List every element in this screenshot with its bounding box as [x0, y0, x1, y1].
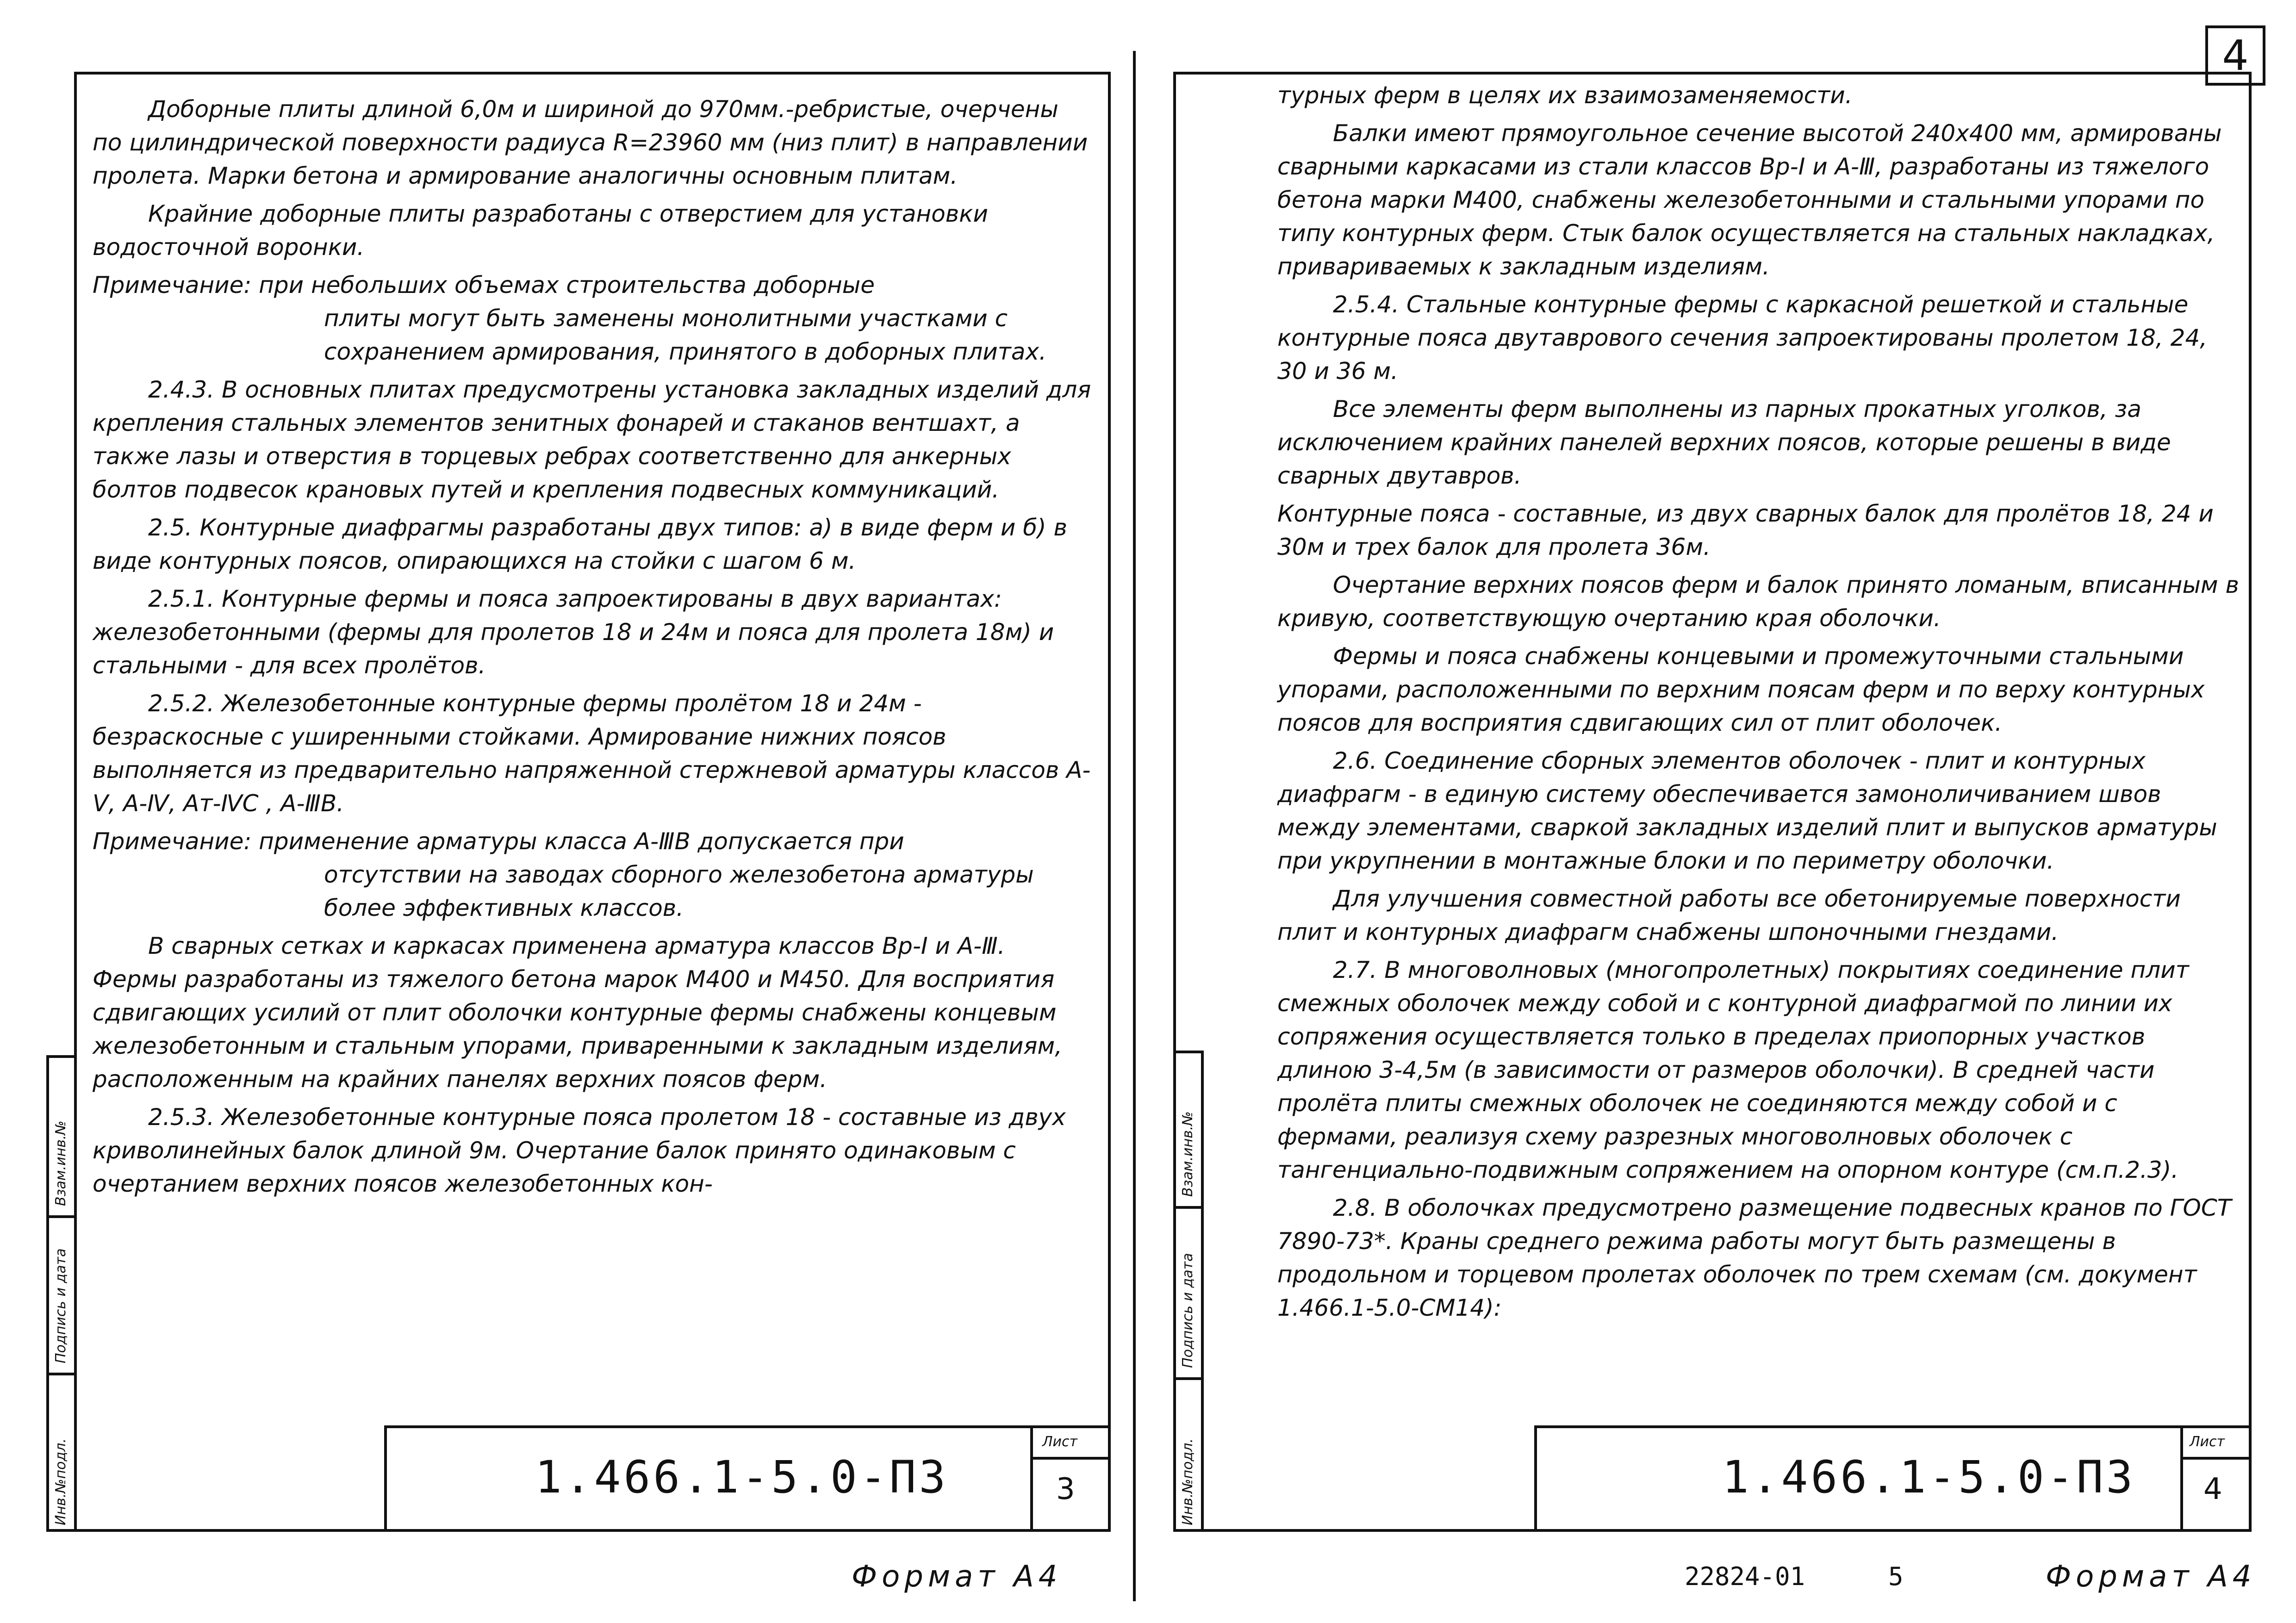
document-code: 1.466.1-5.0-ПЗ: [1722, 1451, 2136, 1503]
paragraph: [93, 197, 1092, 264]
paragraph-text: 2.7. В многоволновых (многопролетных) покрытиях соединение плит смежных оболочек между собой и с контурной диафрагмой по линии их сопряжения осуществляется только в пределах приопорных участков длиною 3-4,5м (в зависимости от размеров оболочки). В средней части пролёта плиты смежных оболочек не соединяются между собой и с фермами, реализуя схему разрезных многоволновых оболочек с тангенциально-подвижным сопряжением на опорном контуре (см.п.2.3).: [1277, 957, 2189, 1183]
paragraph: [1277, 288, 2240, 388]
paragraph-text: Фермы и пояса снабжены концевыми и промежуточными стальными упорами, расположенными по верхним поясам ферм и по верху контурных поясов для восприятия сдвигающих сил от плит оболочек.: [1277, 643, 2205, 736]
side-label-inventory: Инв.№подл.: [1180, 1438, 1196, 1525]
sheet-number: 3: [1056, 1472, 1075, 1506]
format-label: Формат А4: [2046, 1560, 2256, 1594]
paragraph-text: турных ферм в целях их взаимозаменяемости.: [1277, 82, 1853, 109]
paragraph: [1277, 640, 2240, 740]
paragraph-text: 2.5.4. Стальные контурные фермы с каркасной решеткой и стальные контурные пояса двутаврового сечения запроектированы пролетом 18, 24, 30 и 36 м.: [1277, 291, 2208, 385]
paragraph: [93, 268, 1092, 368]
paragraph-text: Все элементы ферм выполнены из парных прокатных уголков, за исключением крайних панелей верхних поясов, которые решены в виде сварных двутавров.: [1277, 396, 2171, 489]
left-side-stamp: [46, 1055, 77, 1532]
paragraph-text: В сварных сетках и каркасах применена арматура классов Вр-I и А-Ⅲ. Фермы разработаны из тяжелого бетона марок М400 и М450. Для восприятия сдвигающих усилий от плит оболочки контурные фермы снабжены концевым железобетонным и стальным упорами, приваренными к закладным изделиям, расположенным на крайних панелях верхних поясов ферм.: [93, 933, 1063, 1093]
side-label-replacement: Взам.инв.№: [1180, 1111, 1196, 1197]
note-label-line: Примечание: при небольших объемах строительства доборные: [93, 272, 875, 298]
sheet-label: Лист: [1042, 1434, 1078, 1450]
right-page-text: [1277, 79, 2240, 1329]
paragraph-text: Очертание верхних поясов ферм и балок принято ломаным, вписанным в кривую, соответствующую очертанию края оболочки.: [1277, 572, 2240, 632]
paragraph: [93, 511, 1092, 578]
paragraph: [93, 687, 1092, 820]
side-label-signature: Подпись и дата: [1180, 1253, 1196, 1368]
paragraph-text: Доборные плиты длиной 6,0м и шириной до 970мм.-ребристые, очерчены по цилиндрической поверхности радиуса R=23960 мм (низ плит) в направлении пролета. Марки бетона и армирование аналогичны основным плитам.: [93, 96, 1088, 189]
side-label-inventory: Инв.№подл.: [53, 1438, 69, 1525]
paragraph-text: 2.5.1. Контурные фермы и пояса запроектированы в двух вариантах: железобетонными (фермы для пролетов 18 и 24м и пояса для пролета 18м) и стальными - для всех пролётов.: [93, 585, 1054, 679]
paragraph: [93, 373, 1092, 506]
right-side-stamp: [1173, 1051, 1204, 1532]
paragraph-text: 2.4.3. В основных плитах предусмотрены установка закладных изделий для крепления стальных элементов зенитных фонарей и стаканов вентшахт, а также лазы и отверстия в торцевых ребрах соответственно для анкерных болтов подвесок крановых путей и крепления подвесных коммуникаций.: [93, 376, 1091, 503]
sheet-label: Лист: [2190, 1434, 2225, 1450]
side-label-signature: Подпись и дата: [53, 1248, 69, 1363]
archive-code: 22824-01: [1685, 1562, 1805, 1591]
paragraph: [1277, 568, 2240, 635]
paragraph: [1277, 744, 2240, 877]
paragraph: [1277, 497, 2240, 564]
paragraph: [1277, 79, 2240, 112]
left-title-block: [384, 1425, 1111, 1532]
right-title-block: [1534, 1425, 2252, 1532]
paragraph: [93, 1101, 1092, 1200]
document-code: 1.466.1-5.0-ПЗ: [535, 1451, 949, 1503]
paragraph: [93, 582, 1092, 682]
paragraph: [1277, 953, 2240, 1187]
paragraph-text: Крайние доборные плиты разработаны с отверстием для установки водосточной воронки.: [93, 200, 988, 261]
corner-page-number: 4: [2205, 25, 2265, 86]
left-page-text: [93, 93, 1092, 1205]
paragraph: [1277, 392, 2240, 492]
sheet-number: 4: [2203, 1472, 2222, 1506]
note-body: отсутствии на заводах сборного железобетона арматуры более эффективных классов.: [324, 861, 1034, 921]
archive-page: 5: [1888, 1562, 1904, 1591]
paragraph-text: 2.5.3. Железобетонные контурные пояса пролетом 18 - составные из двух криволинейных балок длиной 9м. Очертание балок принято одинаковым с очертанием верхних поясов железобетонных кон-: [93, 1104, 1066, 1197]
paragraph: [1277, 117, 2240, 283]
paragraph-text: Контурные пояса - составные, из двух сварных балок для пролётов 18, 24 и 30м и трех балок для пролета 36м.: [1277, 500, 2214, 560]
paragraph: [93, 93, 1092, 193]
paragraph-text: 2.5. Контурные диафрагмы разработаны двух типов: а) в виде ферм и б) в виде контурных поясов, опирающихся на стойки с шагом 6 м.: [93, 514, 1067, 574]
paragraph-text: 2.6. Соединение сборных элементов оболочек - плит и контурных диафрагм - в единую систему обеспечивается замоноличиванием швов между элементами, сваркой закладных изделий плит и выпусков арматуры при укрупнении в монтажные блоки и по периметру оболочки.: [1277, 747, 2217, 874]
note-label-line: Примечание: применение арматуры класса А-ⅢВ допускается при: [93, 828, 904, 855]
paragraph-text: 2.5.2. Железобетонные контурные фермы пролётом 18 и 24м - безраскосные с уширенными стойками. Армирование нижних поясов выполняется из предварительно напряженной стержневой арматуры классов А-Ⅴ, А-Ⅳ, Ат-ⅣС , А-ⅢВ.: [93, 690, 1091, 817]
paragraph-text: 2.8. В оболочках предусмотрено размещение подвесных кранов по ГОСТ 7890-73*. Краны среднего режима работы могут быть размещены в продольном и торцевом пролетах оболочек по трем схемам (см. документ 1.466.1-5.0-СМ14):: [1277, 1194, 2232, 1321]
paragraph: [1277, 882, 2240, 949]
paragraph: [1277, 1191, 2240, 1325]
format-label: Формат А4: [852, 1560, 1062, 1594]
paragraph: [93, 929, 1092, 1096]
paragraph-text: Для улучшения совместной работы все обетонируемые поверхности плит и контурных диафрагм снабжены шпоночными гнездами.: [1277, 885, 2181, 945]
note-body: плиты могут быть заменены монолитными участками с сохранением армирования, принятого в доборных плитах.: [324, 305, 1047, 365]
page-gutter-line: [1133, 51, 1136, 1601]
paragraph: [93, 825, 1092, 925]
side-label-replacement: Взам.инв.№: [53, 1120, 69, 1206]
paragraph-text: Балки имеют прямоугольное сечение высотой 240х400 мм, армированы сварными каркасами из стали классов Вр-I и А-Ⅲ, разработаны из тяжелого бетона марки М400, снабжены железобетонными и стальными упорами по типу контурных ферм. Стык балок осуществляется на стальных накладках, привариваемых к закладным изделиям.: [1277, 120, 2222, 280]
